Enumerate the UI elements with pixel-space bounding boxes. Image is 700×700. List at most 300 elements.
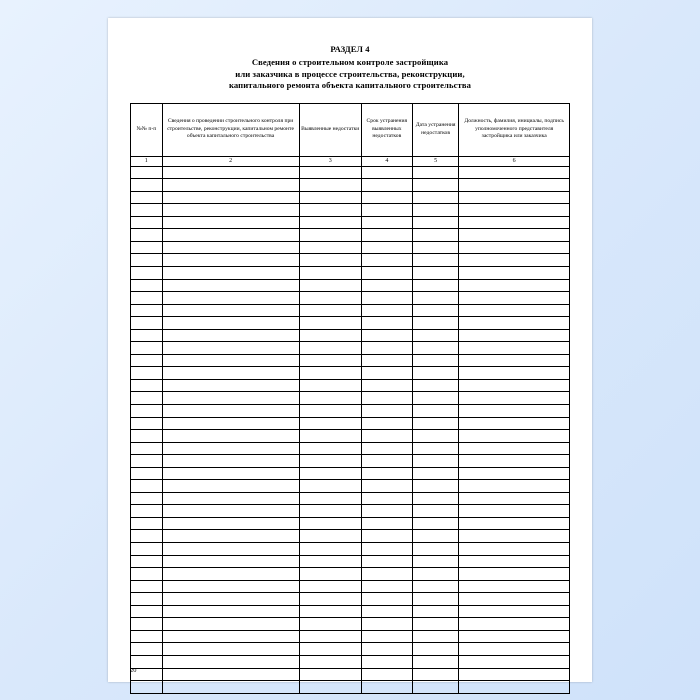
table-cell-defects[interactable]: [299, 618, 361, 631]
table-cell-defects[interactable]: [299, 342, 361, 355]
table-cell-number[interactable]: [131, 530, 163, 543]
table-cell-fix-deadline[interactable]: [361, 241, 412, 254]
table-cell-fix-deadline[interactable]: [361, 367, 412, 380]
table-header-cell-representative: Должность, фамилия, инициалы, подпись уполномоченного представителя застройщика или заказчика: [459, 103, 570, 156]
table-cell-number[interactable]: [131, 430, 163, 443]
table-cell-fix-deadline[interactable]: [361, 643, 412, 656]
table-cell-representative[interactable]: [459, 580, 570, 593]
table-cell-representative[interactable]: [459, 681, 570, 694]
table-cell-defects[interactable]: [299, 681, 361, 694]
table-cell-representative[interactable]: [459, 455, 570, 468]
table-cell-number[interactable]: [131, 492, 163, 505]
table-cell-fix-date[interactable]: [412, 342, 459, 355]
table-cell-control-info[interactable]: [162, 229, 299, 242]
table-cell-defects[interactable]: [299, 580, 361, 593]
table-cell-representative[interactable]: [459, 643, 570, 656]
table-cell-fix-date[interactable]: [412, 329, 459, 342]
table-cell-defects[interactable]: [299, 517, 361, 530]
table-cell-fix-deadline[interactable]: [361, 430, 412, 443]
table-cell-representative[interactable]: [459, 317, 570, 330]
table-cell-fix-deadline[interactable]: [361, 392, 412, 405]
table-cell-representative[interactable]: [459, 379, 570, 392]
table-cell-fix-date[interactable]: [412, 317, 459, 330]
table-cell-control-info[interactable]: [162, 492, 299, 505]
table-cell-representative[interactable]: [459, 354, 570, 367]
table-cell-number[interactable]: [131, 392, 163, 405]
table-cell-representative[interactable]: [459, 279, 570, 292]
table-header-cell-defects: Выявленные недостатки: [299, 103, 361, 156]
table-cell-representative[interactable]: [459, 229, 570, 242]
table-cell-representative[interactable]: [459, 367, 570, 380]
table-cell-fix-deadline[interactable]: [361, 492, 412, 505]
table-row: [131, 392, 570, 405]
table-row: [131, 317, 570, 330]
table-cell-number[interactable]: [131, 367, 163, 380]
table-cell-control-info[interactable]: [162, 179, 299, 192]
table-cell-fix-date[interactable]: [412, 505, 459, 518]
table-cell-representative[interactable]: [459, 568, 570, 581]
table-cell-defects[interactable]: [299, 279, 361, 292]
document-title-line-3: капитального ремонта объекта капитального строительства: [228, 80, 472, 91]
column-number-1: 1: [131, 156, 163, 166]
table-row: [131, 543, 570, 556]
table-cell-number[interactable]: [131, 643, 163, 656]
table-cell-control-info[interactable]: [162, 292, 299, 305]
table-cell-fix-date[interactable]: [412, 442, 459, 455]
table-cell-number[interactable]: [131, 229, 163, 242]
table-cell-fix-date[interactable]: [412, 530, 459, 543]
table-cell-number[interactable]: [131, 630, 163, 643]
table-cell-fix-deadline[interactable]: [361, 179, 412, 192]
table-cell-representative[interactable]: [459, 605, 570, 618]
table-cell-defects[interactable]: [299, 605, 361, 618]
table-row: [131, 179, 570, 192]
table-cell-control-info[interactable]: [162, 517, 299, 530]
column-number-2: 2: [162, 156, 299, 166]
table-cell-representative[interactable]: [459, 480, 570, 493]
table-cell-control-info[interactable]: [162, 392, 299, 405]
table-cell-fix-deadline[interactable]: [361, 329, 412, 342]
table-cell-defects[interactable]: [299, 392, 361, 405]
table-cell-representative[interactable]: [459, 405, 570, 418]
table-cell-number[interactable]: [131, 417, 163, 430]
table-cell-fix-date[interactable]: [412, 492, 459, 505]
table-cell-control-info[interactable]: [162, 342, 299, 355]
table-cell-representative[interactable]: [459, 467, 570, 480]
table-cell-fix-date[interactable]: [412, 354, 459, 367]
table-cell-number[interactable]: [131, 354, 163, 367]
table-cell-number[interactable]: [131, 179, 163, 192]
table-cell-number[interactable]: [131, 166, 163, 179]
table-cell-fix-deadline[interactable]: [361, 342, 412, 355]
table-cell-fix-date[interactable]: [412, 229, 459, 242]
table-cell-control-info[interactable]: [162, 254, 299, 267]
table-cell-fix-date[interactable]: [412, 292, 459, 305]
column-number-4: 4: [361, 156, 412, 166]
table-cell-defects[interactable]: [299, 668, 361, 681]
table-cell-number[interactable]: [131, 254, 163, 267]
table-cell-defects[interactable]: [299, 216, 361, 229]
table-cell-defects[interactable]: [299, 555, 361, 568]
table-cell-fix-deadline[interactable]: [361, 618, 412, 631]
table-cell-defects[interactable]: [299, 480, 361, 493]
table-cell-defects[interactable]: [299, 405, 361, 418]
table-cell-number[interactable]: [131, 267, 163, 280]
table-cell-number[interactable]: [131, 204, 163, 217]
table-cell-representative[interactable]: [459, 668, 570, 681]
table-cell-fix-date[interactable]: [412, 668, 459, 681]
table-cell-number[interactable]: [131, 304, 163, 317]
table-row: [131, 166, 570, 179]
table-row: [131, 304, 570, 317]
table-cell-control-info[interactable]: [162, 241, 299, 254]
table-row: [131, 204, 570, 217]
table-cell-fix-date[interactable]: [412, 304, 459, 317]
table-cell-fix-deadline[interactable]: [361, 166, 412, 179]
table-cell-fix-date[interactable]: [412, 643, 459, 656]
table-cell-fix-deadline[interactable]: [361, 417, 412, 430]
table-cell-number[interactable]: [131, 317, 163, 330]
table-cell-defects[interactable]: [299, 354, 361, 367]
table-row: [131, 191, 570, 204]
table-cell-defects[interactable]: [299, 442, 361, 455]
table-cell-representative[interactable]: [459, 191, 570, 204]
table-cell-number[interactable]: [131, 593, 163, 606]
table-cell-fix-date[interactable]: [412, 267, 459, 280]
table-cell-fix-deadline[interactable]: [361, 668, 412, 681]
table-cell-fix-deadline[interactable]: [361, 354, 412, 367]
table-cell-defects[interactable]: [299, 191, 361, 204]
table-cell-fix-deadline[interactable]: [361, 555, 412, 568]
table-cell-control-info[interactable]: [162, 166, 299, 179]
table-header-cell-fix-deadline: Срок устранения выявленных недостатков: [361, 103, 412, 156]
table-cell-control-info[interactable]: [162, 216, 299, 229]
table-cell-representative[interactable]: [459, 292, 570, 305]
table-cell-representative[interactable]: [459, 555, 570, 568]
table-cell-defects[interactable]: [299, 179, 361, 192]
table-cell-fix-date[interactable]: [412, 392, 459, 405]
table-header-cell-number: №№ п-п: [131, 103, 163, 156]
table-column-number-row: [131, 156, 570, 166]
table-row: [131, 279, 570, 292]
table-cell-fix-date[interactable]: [412, 568, 459, 581]
table-cell-number[interactable]: [131, 580, 163, 593]
table-row: [131, 354, 570, 367]
table-cell-control-info[interactable]: [162, 480, 299, 493]
table-row: [131, 555, 570, 568]
table-cell-representative[interactable]: [459, 342, 570, 355]
table-cell-representative[interactable]: [459, 267, 570, 280]
table-cell-fix-deadline[interactable]: [361, 229, 412, 242]
table-cell-fix-date[interactable]: [412, 241, 459, 254]
table-cell-number[interactable]: [131, 681, 163, 694]
table-cell-fix-deadline[interactable]: [361, 593, 412, 606]
table-cell-fix-date[interactable]: [412, 593, 459, 606]
table-cell-fix-deadline[interactable]: [361, 543, 412, 556]
table-row: [131, 342, 570, 355]
table-cell-fix-date[interactable]: [412, 279, 459, 292]
table-cell-control-info[interactable]: [162, 505, 299, 518]
table-row: [131, 455, 570, 468]
table-cell-control-info[interactable]: [162, 568, 299, 581]
table-cell-fix-date[interactable]: [412, 605, 459, 618]
table-cell-defects[interactable]: [299, 543, 361, 556]
table-cell-fix-date[interactable]: [412, 681, 459, 694]
page-number: 20: [130, 667, 137, 674]
table-cell-defects[interactable]: [299, 492, 361, 505]
table-cell-fix-deadline[interactable]: [361, 655, 412, 668]
table-cell-defects[interactable]: [299, 229, 361, 242]
table-row: [131, 618, 570, 631]
table-cell-number[interactable]: [131, 405, 163, 418]
table-cell-control-info[interactable]: [162, 605, 299, 618]
table-cell-fix-date[interactable]: [412, 480, 459, 493]
column-number-3: 3: [299, 156, 361, 166]
table-cell-defects[interactable]: [299, 254, 361, 267]
table-cell-control-info[interactable]: [162, 354, 299, 367]
table-row: [131, 367, 570, 380]
table-cell-control-info[interactable]: [162, 467, 299, 480]
table-cell-number[interactable]: [131, 292, 163, 305]
table-cell-control-info[interactable]: [162, 555, 299, 568]
table-cell-fix-date[interactable]: [412, 655, 459, 668]
table-cell-fix-deadline[interactable]: [361, 580, 412, 593]
table-cell-defects[interactable]: [299, 593, 361, 606]
table-cell-fix-date[interactable]: [412, 618, 459, 631]
table-cell-fix-deadline[interactable]: [361, 216, 412, 229]
table-cell-fix-date[interactable]: [412, 179, 459, 192]
table-cell-number[interactable]: [131, 455, 163, 468]
table-cell-representative[interactable]: [459, 655, 570, 668]
table-cell-number[interactable]: [131, 568, 163, 581]
table-cell-control-info[interactable]: [162, 379, 299, 392]
column-number-5: 5: [412, 156, 459, 166]
table-cell-fix-date[interactable]: [412, 467, 459, 480]
table-cell-control-info[interactable]: [162, 267, 299, 280]
table-cell-defects[interactable]: [299, 317, 361, 330]
table-cell-representative[interactable]: [459, 392, 570, 405]
table-cell-defects[interactable]: [299, 643, 361, 656]
table-cell-fix-date[interactable]: [412, 430, 459, 443]
table-row: [131, 241, 570, 254]
table-cell-fix-date[interactable]: [412, 216, 459, 229]
table-cell-defects[interactable]: [299, 505, 361, 518]
table-cell-number[interactable]: [131, 555, 163, 568]
table-cell-control-info[interactable]: [162, 668, 299, 681]
table-cell-fix-deadline[interactable]: [361, 204, 412, 217]
table-body: [131, 166, 570, 693]
table-cell-fix-date[interactable]: [412, 580, 459, 593]
table-cell-representative[interactable]: [459, 505, 570, 518]
table-cell-control-info[interactable]: [162, 191, 299, 204]
table-cell-fix-deadline[interactable]: [361, 480, 412, 493]
table-cell-representative[interactable]: [459, 430, 570, 443]
table-cell-number[interactable]: [131, 216, 163, 229]
table-cell-fix-date[interactable]: [412, 166, 459, 179]
table-cell-representative[interactable]: [459, 179, 570, 192]
table-row: [131, 292, 570, 305]
table-cell-fix-date[interactable]: [412, 543, 459, 556]
table-row: [131, 267, 570, 280]
table-cell-number[interactable]: [131, 329, 163, 342]
table-cell-fix-deadline[interactable]: [361, 304, 412, 317]
table-cell-fix-deadline[interactable]: [361, 517, 412, 530]
table-cell-fix-deadline[interactable]: [361, 681, 412, 694]
table-cell-fix-deadline[interactable]: [361, 379, 412, 392]
table-cell-representative[interactable]: [459, 492, 570, 505]
table-cell-control-info[interactable]: [162, 630, 299, 643]
table-row: [131, 681, 570, 694]
table-cell-number[interactable]: [131, 442, 163, 455]
table-cell-defects[interactable]: [299, 367, 361, 380]
table-header-row: [131, 103, 570, 156]
table-cell-control-info[interactable]: [162, 580, 299, 593]
table-cell-control-info[interactable]: [162, 317, 299, 330]
table-cell-fix-date[interactable]: [412, 204, 459, 217]
table-cell-representative[interactable]: [459, 442, 570, 455]
table-row: [131, 580, 570, 593]
table-row: [131, 593, 570, 606]
table-cell-defects[interactable]: [299, 417, 361, 430]
table-cell-representative[interactable]: [459, 216, 570, 229]
table-cell-representative[interactable]: [459, 204, 570, 217]
table-row: [131, 329, 570, 342]
table-cell-defects[interactable]: [299, 329, 361, 342]
table-cell-fix-date[interactable]: [412, 254, 459, 267]
table-cell-fix-date[interactable]: [412, 417, 459, 430]
table-cell-fix-deadline[interactable]: [361, 467, 412, 480]
table-cell-fix-date[interactable]: [412, 555, 459, 568]
table-cell-control-info[interactable]: [162, 417, 299, 430]
table-cell-fix-date[interactable]: [412, 455, 459, 468]
table-cell-fix-deadline[interactable]: [361, 267, 412, 280]
table-cell-control-info[interactable]: [162, 442, 299, 455]
table-cell-defects[interactable]: [299, 630, 361, 643]
table-cell-defects[interactable]: [299, 530, 361, 543]
table-cell-representative[interactable]: [459, 166, 570, 179]
table-cell-control-info[interactable]: [162, 655, 299, 668]
table-cell-number[interactable]: [131, 517, 163, 530]
table-cell-fix-date[interactable]: [412, 405, 459, 418]
table-cell-fix-date[interactable]: [412, 517, 459, 530]
table-cell-control-info[interactable]: [162, 618, 299, 631]
column-number-6: 6: [459, 156, 570, 166]
table-cell-fix-date[interactable]: [412, 379, 459, 392]
table-cell-fix-deadline[interactable]: [361, 605, 412, 618]
table-cell-fix-deadline[interactable]: [361, 292, 412, 305]
table-cell-control-info[interactable]: [162, 530, 299, 543]
table-cell-fix-date[interactable]: [412, 191, 459, 204]
table-cell-number[interactable]: [131, 279, 163, 292]
table-cell-defects[interactable]: [299, 267, 361, 280]
table-row: [131, 254, 570, 267]
table-row: [131, 605, 570, 618]
table-header-cell-fix-date: Дата устранения недостатков: [412, 103, 459, 156]
table-cell-control-info[interactable]: [162, 329, 299, 342]
table-cell-defects[interactable]: [299, 292, 361, 305]
construction-control-table: [130, 103, 570, 694]
table-row: [131, 517, 570, 530]
table-cell-representative[interactable]: [459, 417, 570, 430]
table-cell-defects[interactable]: [299, 241, 361, 254]
table-row: [131, 643, 570, 656]
table-cell-number[interactable]: [131, 241, 163, 254]
table-cell-number[interactable]: [131, 480, 163, 493]
table-cell-representative[interactable]: [459, 329, 570, 342]
table-cell-control-info[interactable]: [162, 593, 299, 606]
table-cell-fix-deadline[interactable]: [361, 630, 412, 643]
table-cell-representative[interactable]: [459, 241, 570, 254]
table-row: [131, 492, 570, 505]
table-cell-fix-deadline[interactable]: [361, 279, 412, 292]
table-cell-control-info[interactable]: [162, 279, 299, 292]
table-cell-representative[interactable]: [459, 630, 570, 643]
table-cell-fix-deadline[interactable]: [361, 442, 412, 455]
table-row: [131, 216, 570, 229]
table-cell-control-info[interactable]: [162, 543, 299, 556]
table-cell-fix-deadline[interactable]: [361, 455, 412, 468]
table-row: [131, 430, 570, 443]
document-page: [108, 18, 592, 682]
table-cell-representative[interactable]: [459, 593, 570, 606]
table-cell-defects[interactable]: [299, 655, 361, 668]
table-cell-defects[interactable]: [299, 455, 361, 468]
table-cell-defects[interactable]: [299, 430, 361, 443]
table-cell-control-info[interactable]: [162, 405, 299, 418]
table-cell-number[interactable]: [131, 605, 163, 618]
table-cell-number[interactable]: [131, 191, 163, 204]
table-cell-defects[interactable]: [299, 568, 361, 581]
table-cell-control-info[interactable]: [162, 304, 299, 317]
table-cell-fix-deadline[interactable]: [361, 254, 412, 267]
table-cell-fix-deadline[interactable]: [361, 191, 412, 204]
table-cell-number[interactable]: [131, 505, 163, 518]
table-cell-representative[interactable]: [459, 304, 570, 317]
table-cell-number[interactable]: [131, 342, 163, 355]
table-cell-fix-date[interactable]: [412, 367, 459, 380]
table-cell-control-info[interactable]: [162, 430, 299, 443]
table-header: [131, 103, 570, 166]
table-cell-control-info[interactable]: [162, 367, 299, 380]
table-cell-fix-deadline[interactable]: [361, 530, 412, 543]
table-cell-control-info[interactable]: [162, 204, 299, 217]
table-cell-control-info[interactable]: [162, 455, 299, 468]
table-cell-defects[interactable]: [299, 166, 361, 179]
table-cell-number[interactable]: [131, 543, 163, 556]
table-cell-representative[interactable]: [459, 530, 570, 543]
table-cell-representative[interactable]: [459, 254, 570, 267]
table-cell-defects[interactable]: [299, 204, 361, 217]
table-cell-defects[interactable]: [299, 467, 361, 480]
table-cell-control-info[interactable]: [162, 681, 299, 694]
table-cell-number[interactable]: [131, 379, 163, 392]
table-cell-fix-date[interactable]: [412, 630, 459, 643]
table-cell-defects[interactable]: [299, 379, 361, 392]
table-cell-number[interactable]: [131, 618, 163, 631]
table-cell-representative[interactable]: [459, 517, 570, 530]
table-cell-number[interactable]: [131, 467, 163, 480]
table-row: [131, 630, 570, 643]
table-cell-fix-deadline[interactable]: [361, 317, 412, 330]
table-cell-defects[interactable]: [299, 304, 361, 317]
table-cell-representative[interactable]: [459, 543, 570, 556]
table-row: [131, 655, 570, 668]
table-cell-representative[interactable]: [459, 618, 570, 631]
table-cell-control-info[interactable]: [162, 643, 299, 656]
table-cell-fix-deadline[interactable]: [361, 505, 412, 518]
table-cell-fix-deadline[interactable]: [361, 568, 412, 581]
table-cell-fix-deadline[interactable]: [361, 405, 412, 418]
